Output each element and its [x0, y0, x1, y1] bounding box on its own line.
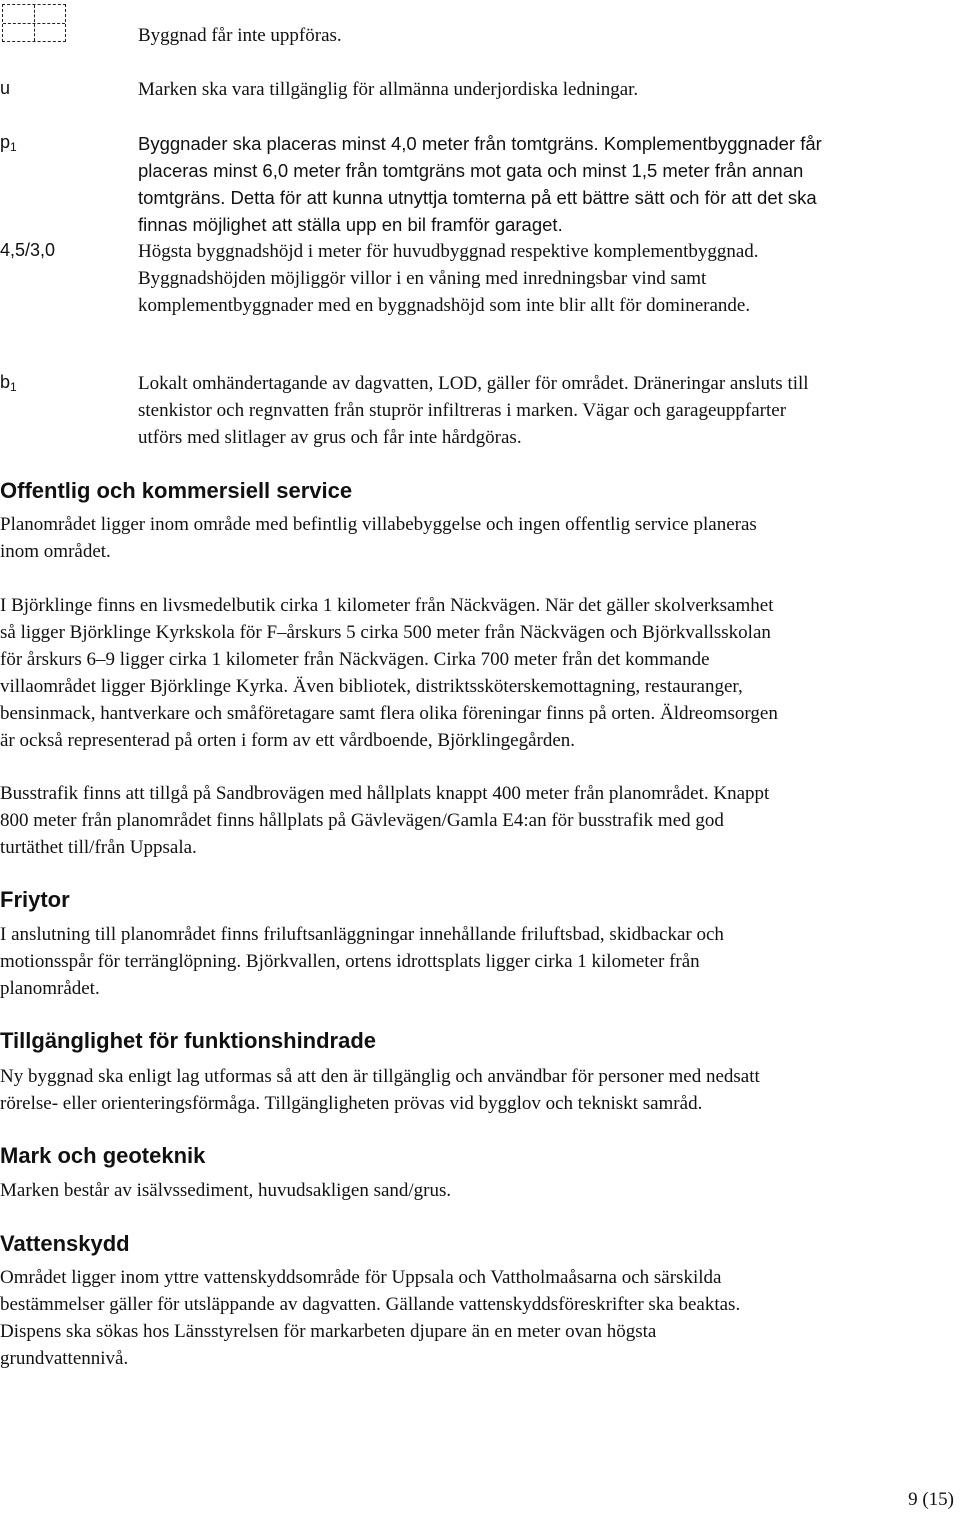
legend-code: 4,5/3,0 — [0, 240, 56, 260]
paragraph: Ny byggnad ska enligt lag utformas så att den är tillgänglig och användbar för personer med nedsatt rörelse- eller orienteringsförmåga. Tillgängligheten prövas vid bygglov och tekniskt samråd. — [0, 1066, 760, 1114]
paragraph: Marken består av isälvssediment, huvudsakligen sand/grus. — [0, 1180, 452, 1201]
legend-text: Byggnader ska placeras minst 4,0 meter från tomtgräns. Komplementbyggnader får placeras minst 6,0 meter från tomtgräns mot gata och minst 1,5 meter från annan tomtgräns. Detta för att kunna utnyttja tomterna på ett bättre sätt och för att det ska finnas möjlighet att ställa upp en bil framför garaget. — [138, 133, 822, 235]
legend-text: Högsta byggnadshöjd i meter för huvudbyggnad respektive komplementbyggnad. Byggnadshöjden möjliggör villor i en våning med inredningsbar vind samt komplementbyggnader med en byggnadshöjd som inte blir allt för dominerande. — [138, 241, 759, 316]
legend-code: u — [0, 78, 11, 98]
legend-text: Lokalt omhändertagande av dagvatten, LOD, gäller för området. Dräneringar ansluts till stenkistor och regnvatten från stuprör infiltreras i marken. Vägar och garageuppfarter utförs med slitlager av grus och får inte hårdgöras. — [138, 373, 809, 448]
no-build-symbol-icon — [2, 4, 66, 42]
paragraph: I Björklinge finns en livsmedelbutik cirka 1 kilometer från Näckvägen. När det gäller skolverksamhet så ligger Björklinge Kyrkskola för F–årskurs 5 cirka 500 meter från Näckvägen och Björkvallsskolan för årskurs 6–9 ligger cirka 1 kilometer från Näckvägen. Cirka 700 meter från det kommande villaområdet ligger Björklinge Kyrka. Även bibliotek, distriktssköterskemottagning, restauranger, bensinmack, hantverkare och småföretagare samt flera olika föreningar finns på orten. Äldreomsorgen är också representerad på orten i form av ett vårdboende, Björklingegården. — [0, 595, 778, 751]
page-number: 9 (15) — [908, 1489, 954, 1510]
section-heading-geo: Mark och geoteknik — [0, 1143, 206, 1168]
legend-code: $p_1$ — [0, 132, 17, 154]
legend-text: Marken ska vara tillgänglig för allmänna underjordiska ledningar. — [138, 79, 639, 100]
paragraph: I anslutning till planområdet finns friluftsanläggningar innehållande friluftsbad, skidbackar och motionsspår för terränglöpning. Björkvallen, ortens idrottsplats ligger cirka 1 kilometer från planområdet. — [0, 924, 724, 999]
paragraph: Planområdet ligger inom område med befintlig villabebyggelse och ingen offentlig service planeras inom området. — [0, 514, 757, 562]
legend-code: $b_1$ — [0, 372, 17, 394]
paragraph: Området ligger inom yttre vattenskyddsområde för Uppsala och Vattholmaåsarna och särskilda bestämmelser gäller för utsläppande av dagvatten. Gällande vattenskyddsföreskrifter ska beaktas. Dispens ska sökas hos Länsstyrelsen för markarbeten djupare än en meter ovan högsta grundvattennivå. — [0, 1267, 741, 1369]
section-heading-access: Tillgänglighet för funktionshindrade — [0, 1028, 377, 1053]
section-heading-water: Vattenskydd — [0, 1231, 130, 1256]
section-heading-friytor: Friytor — [0, 887, 70, 912]
legend-text: Byggnad får inte uppföras. — [138, 25, 342, 46]
section-heading-service: Offentlig och kommersiell service — [0, 478, 353, 503]
paragraph: Busstrafik finns att tillgå på Sandbrovägen med hållplats knappt 400 meter från planområdet. Knappt 800 meter från planområdet finns hållplats på Gävlevägen/Gamla E4:an för busstrafik med god turtäthet till/från Uppsala. — [0, 783, 770, 858]
